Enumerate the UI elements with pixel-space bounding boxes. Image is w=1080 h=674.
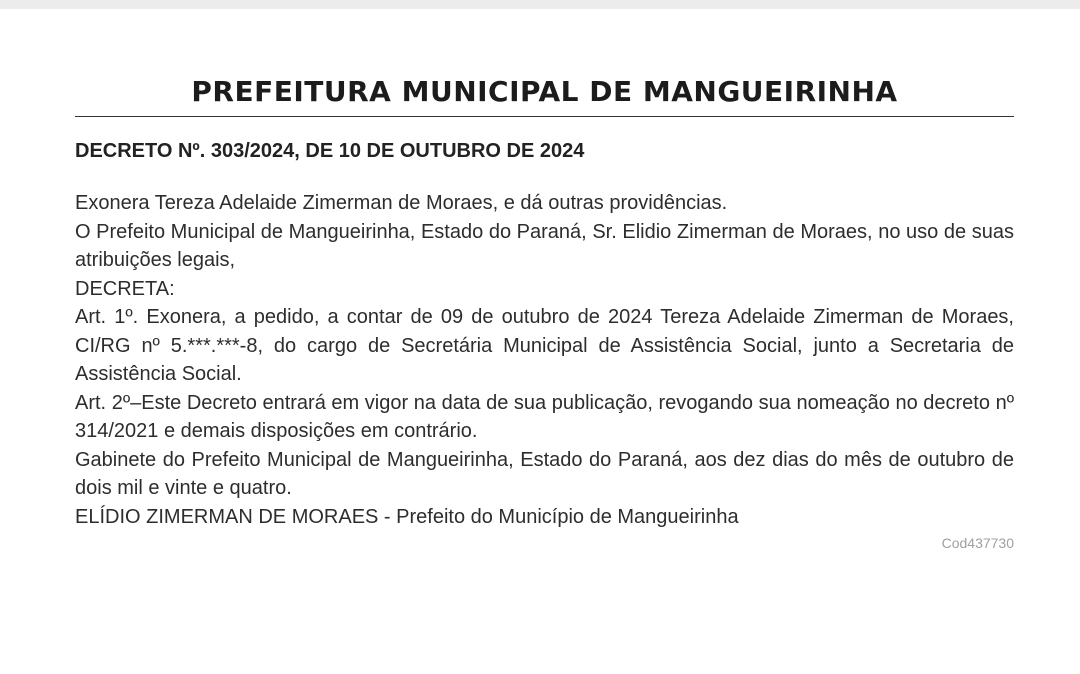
document	[75, 72, 1014, 531]
top-bar	[0, 0, 1080, 9]
decree-preamble: O Prefeito Municipal de Mangueirinha, Estado do Paraná, Sr. Elidio Zimerman de Moraes, no uso de suas atribuições legais,	[75, 220, 1014, 271]
decree-title: DECRETO Nº. 303/2024, DE 10 DE OUTUBRO DE 2024	[75, 140, 585, 162]
page-title: PREFEITURA MUNICIPAL DE MANGUEIRINHA	[75, 72, 1014, 117]
decree-signature: ELÍDIO ZIMERMAN DE MORAES - Prefeito do Município de Mangueirinha	[75, 505, 739, 528]
decree-closing: Gabinete do Prefeito Municipal de Mangueirinha, Estado do Paraná, aos dez dias do mês de outubro de dois mil e vinte e quatro.	[75, 448, 1014, 499]
article-2: Art. 2º–Este Decreto entrará em vigor na data de sua publicação, revogando sua nomeação no decreto nº 314/2021 e demais disposições em contrário.	[75, 391, 1014, 442]
decree-summary: Exonera Tereza Adelaide Zimerman de Moraes, e dá outras providências.	[75, 192, 728, 214]
article-1: Art. 1º. Exonera, a pedido, a contar de 09 de outubro de 2024 Tereza Adelaide Zimerman de Moraes, CI/RG nº 5.***.***-8, do cargo de Secretária Municipal de Assistência Social, junto a Secretaria de Assistência Social.	[75, 306, 1014, 385]
decree-body	[75, 189, 1014, 531]
publication-code: Cod437730	[941, 535, 1014, 551]
decree-decreta: DECRETA:	[75, 277, 175, 300]
